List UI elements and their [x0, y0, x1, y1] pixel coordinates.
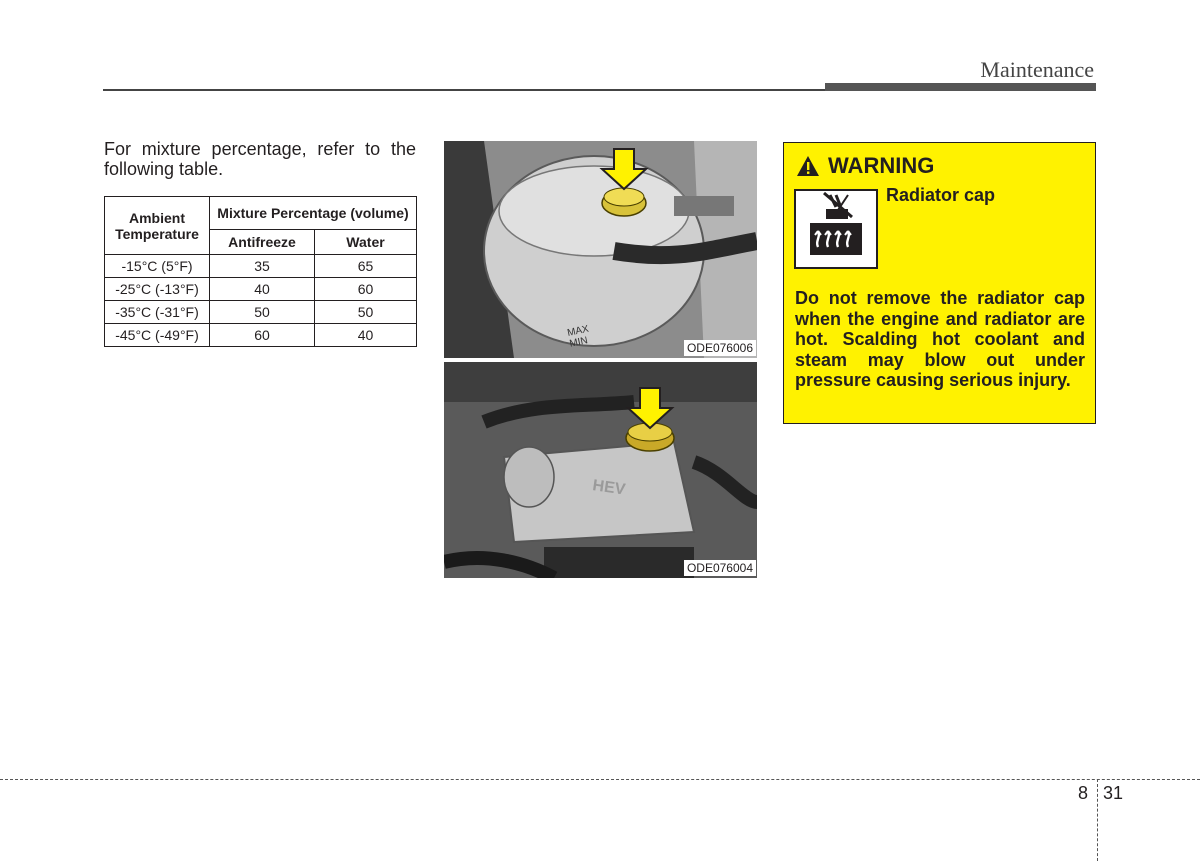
svg-text:HEV: HEV	[591, 477, 627, 499]
header-rule	[103, 89, 825, 91]
cell-water: 60	[315, 278, 417, 301]
table-row	[105, 255, 417, 278]
header-rule-accent	[825, 83, 1096, 91]
cell-temp: -15°C (5°F)	[105, 255, 210, 278]
chapter-number: 8	[1078, 783, 1089, 803]
cell-water: 65	[315, 255, 417, 278]
svg-text:MAXMIN: MAXMIN	[566, 323, 590, 350]
cell-antifreeze: 40	[210, 278, 315, 301]
engine-bay-illustration	[444, 141, 757, 358]
col-header-water: Water	[315, 230, 417, 255]
cell-water: 50	[315, 301, 417, 324]
coolant-reservoir-photo	[444, 141, 757, 358]
warning-box	[783, 142, 1096, 424]
warning-triangle-icon	[796, 155, 820, 177]
col-header-ambient: Ambient Temperature	[105, 197, 210, 255]
warning-title: WARNING	[828, 153, 935, 178]
cell-antifreeze: 35	[210, 255, 315, 278]
mixture-table	[104, 196, 417, 347]
table-row	[105, 324, 417, 347]
cell-antifreeze: 60	[210, 324, 315, 347]
cell-temp: -35°C (-31°F)	[105, 301, 210, 324]
cell-antifreeze: 50	[210, 301, 315, 324]
hev-engine-bay-illustration	[444, 362, 757, 578]
photo-code: ODE076006	[684, 340, 756, 356]
warning-subtitle: Radiator cap	[886, 185, 996, 205]
page-number: 31	[1103, 783, 1124, 803]
cell-temp: -45°C (-49°F)	[105, 324, 210, 347]
hev-coolant-reservoir-photo	[444, 362, 757, 578]
warning-heading	[796, 153, 934, 179]
table-row	[105, 301, 417, 324]
footer-divider	[1097, 779, 1098, 861]
intro-paragraph: For mixture percentage, refer to the following table.	[104, 139, 416, 179]
section-title: Maintenance	[980, 57, 1094, 82]
cell-water: 40	[315, 324, 417, 347]
col-header-mixture: Mixture Percentage (volume)	[210, 197, 417, 230]
col-header-antifreeze: Antifreeze	[210, 230, 315, 255]
warning-text: Do not remove the radiator cap when the engine and radiator are hot. Scalding hot coolant and steam may blow out under pressure causing serious injury.	[795, 288, 1085, 390]
hot-radiator-cap-icon	[794, 189, 878, 269]
cell-temp: -25°C (-13°F)	[105, 278, 210, 301]
photo-code: ODE076004	[684, 560, 756, 576]
footer-rule	[0, 779, 1200, 780]
table-row	[105, 278, 417, 301]
